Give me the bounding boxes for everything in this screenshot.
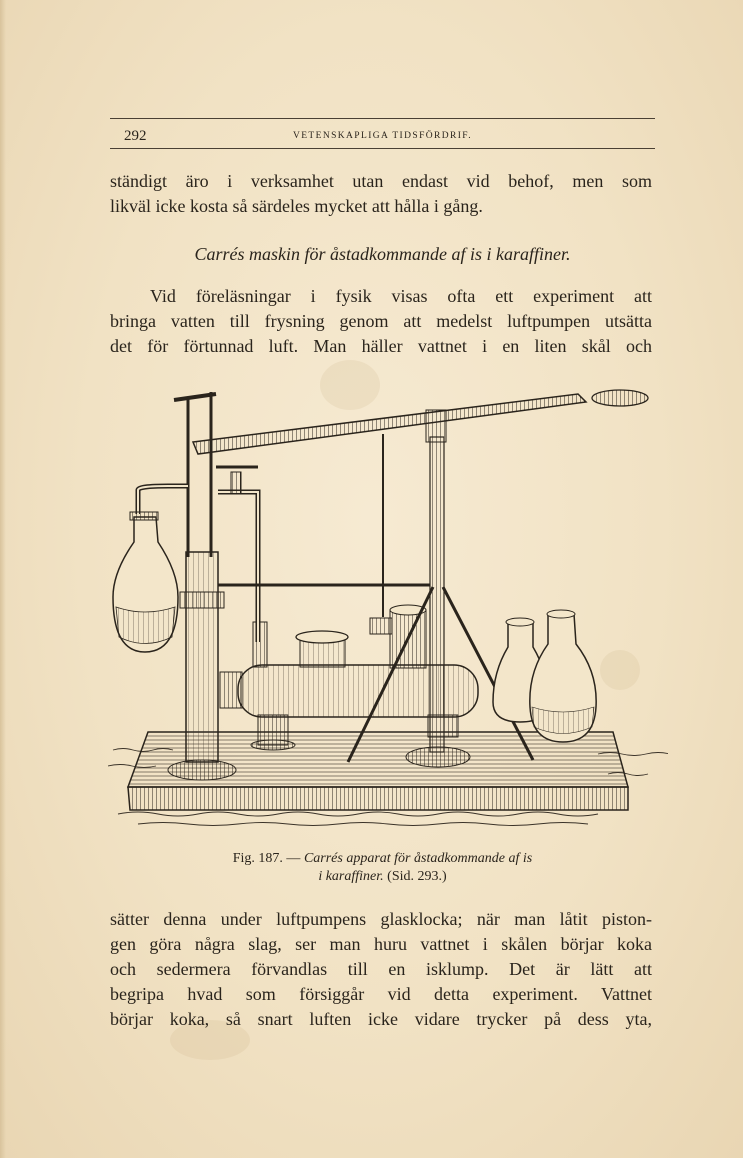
text-line: det för förtunnad luft. Man häller vattnet i en liten skål och [110,336,652,356]
page-number: 292 [124,128,147,144]
text-line: sätter denna under luftpumpens glasklocka; när man låtit piston- [110,909,652,929]
hanging-decanter [113,486,188,652]
caption-reference: (Sid. 293.) [387,869,447,884]
header-rule-top [110,118,655,119]
text-line: Vid föreläsningar i fysik visas ofta ett experiment att [150,286,652,306]
decanter-pair [493,610,596,742]
text-line: gen göra några slag, ser man huru vattnet i skålen börjar koka [110,934,652,954]
text-line: och sedermera förvandlas till en isklump. Det är lätt att [110,959,652,979]
text-line: bringa vatten till frysning genom att medelst luftpumpen utsätta [110,311,652,331]
text-line: ständigt äro i verksamhet utan endast vid behof, men som [110,171,652,191]
apparatus-engraving [108,382,668,842]
caption-label: Fig. 187. — [232,851,301,866]
running-title: VETENSKAPLIGA TIDSFÖRDRIF. [292,131,473,141]
caption-italic-text: i karaffiner. [318,869,384,884]
caption-italic-text: Carrés apparat för åstadkommande af is [303,851,533,866]
text-line: begripa hvad som försiggår vid detta experiment. Vattnet [110,984,652,1004]
page-edge-shadow [0,0,6,1158]
section-heading: Carrés maskin för åstadkommande af is i karaffiner. [194,244,571,264]
figure-caption-line-2 [120,869,645,885]
text-line: likväl icke kosta så särdeles mycket att hålla i gång. [110,196,483,216]
text-line: börjar koka, så snart luften icke vidare trycker på dess yta, [110,1009,652,1029]
figure-caption-line-1 [120,851,645,867]
lever-arm [193,390,648,454]
header-rule-bottom [110,148,655,149]
running-head [110,126,655,146]
